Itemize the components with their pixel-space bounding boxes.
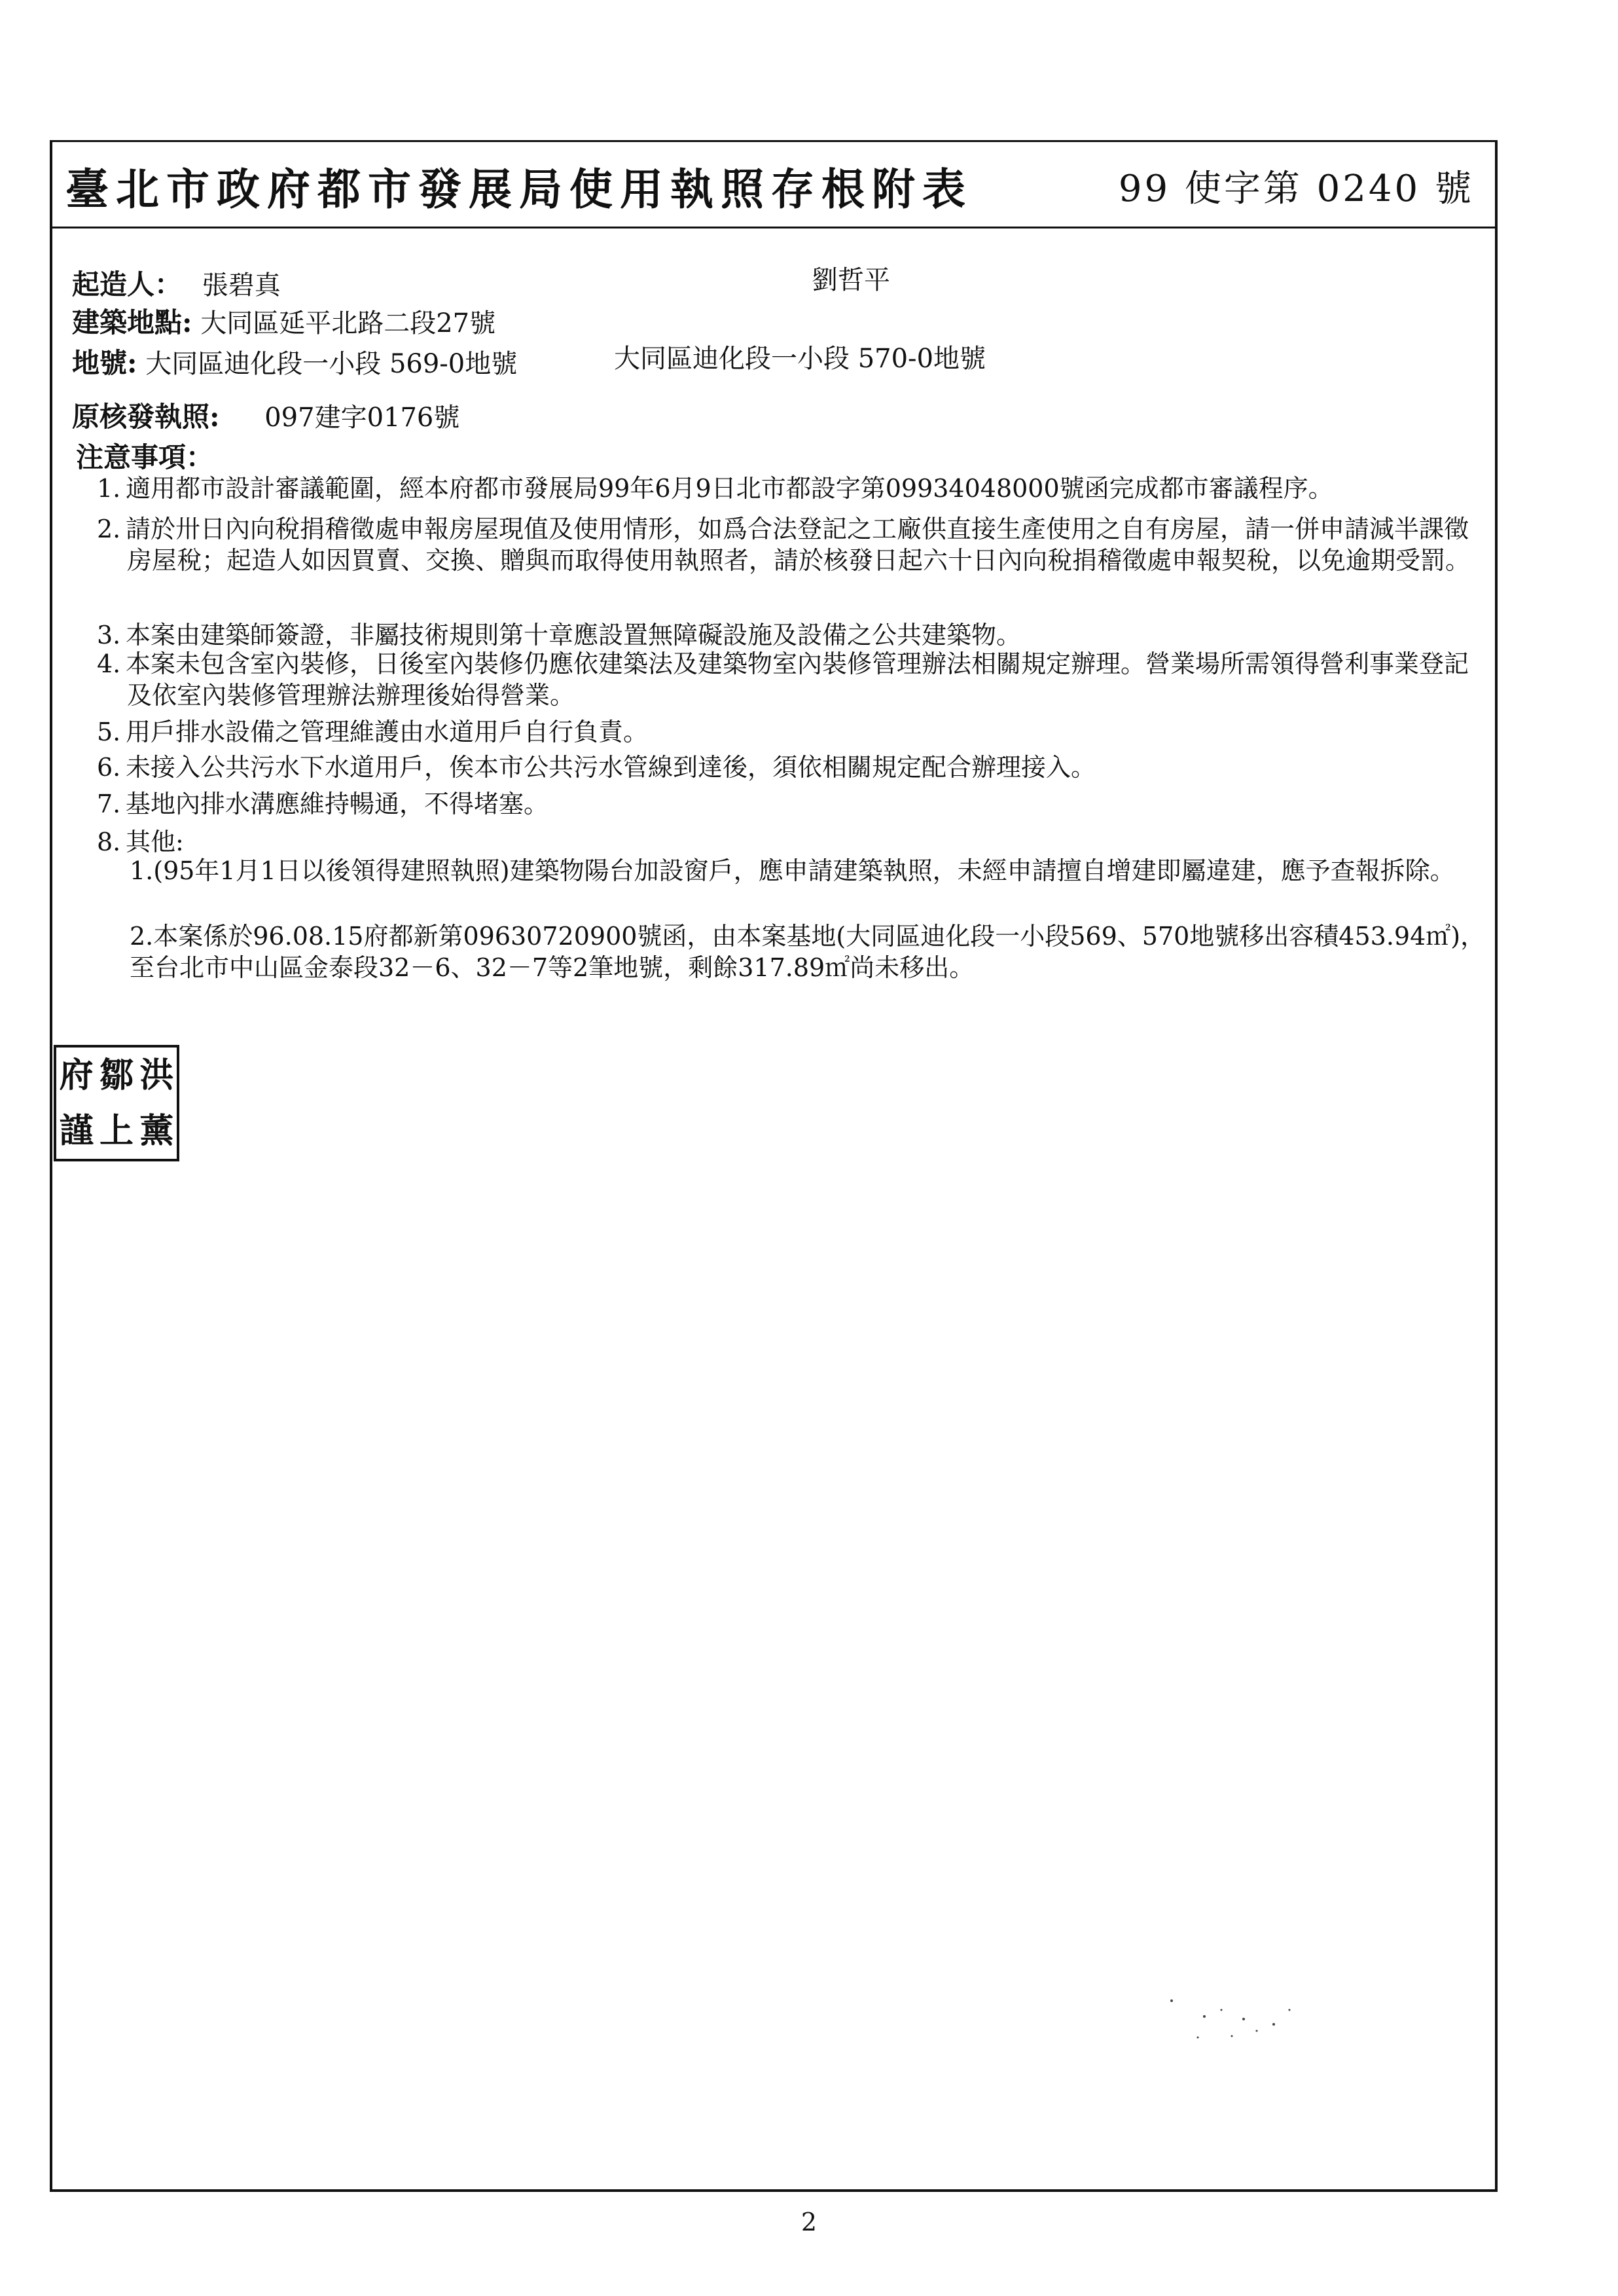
document-frame xyxy=(50,140,1498,2192)
applicant-name: 張碧真 xyxy=(202,270,281,301)
original-permit-label: 原核發執照: xyxy=(72,401,220,433)
location-label: 建築地點: xyxy=(72,306,192,338)
seal-char: 謹 xyxy=(59,1110,94,1151)
location-value: 大同區延平北路二段27號 xyxy=(200,308,496,338)
note-item-8: 8. 其他: xyxy=(97,828,184,856)
location-row xyxy=(72,301,495,340)
original-permit-value: 097建字0176號 xyxy=(264,403,460,433)
applicant-label: 起造人： xyxy=(72,268,183,301)
lot-row xyxy=(72,342,517,381)
note-item-1: 1. 適用都市設計審議範圍，經本府都市發展局99年6月9日北市都設字第09934048000號函完成都市審議程序。 xyxy=(97,474,1333,503)
lot-label: 地號: xyxy=(72,347,137,379)
notes-heading: 注意事項： xyxy=(76,441,214,473)
document-title: 臺北市政府都市發展局使用執照存根附表 xyxy=(65,164,973,215)
note-item-4: 4. 本案未包含室內裝修，日後室內裝修仍應依建築法及建築物室內裝修管理辦法相關規定辦理。營業場所需領得營利事業登記及依室內裝修管理辦法辦理後始得營業。 xyxy=(97,649,1469,710)
seal-char: 鄒 xyxy=(99,1055,134,1095)
note-item-6: 6. 未接入公共污水下水道用戶，俟本市公共污水管線到達後，須依相關規定配合辦理接入。 xyxy=(97,753,1096,782)
note-item-3: 3. 本案由建築師簽證，非屬技術規則第十章應設置無障礙設施及設備之公共建築物。 xyxy=(97,621,1022,649)
scan-specks xyxy=(1159,1990,1329,2049)
note-item-5: 5. 用戶排水設備之管理維護由水道用戶自行負責。 xyxy=(97,718,649,746)
official-seal xyxy=(54,1045,179,1161)
lot-value-2: 大同區迪化段一小段 570-0地號 xyxy=(614,344,986,374)
seal-char: 府 xyxy=(59,1055,94,1095)
page-number: 2 xyxy=(800,2208,818,2236)
lot-value-1: 大同區迪化段一小段 569-0地號 xyxy=(145,349,518,379)
note-item-2: 2. 請於卅日內向稅捐稽徵處申報房屋現值及使用情形，如爲合法登記之工廠供直接生產使用之自有房屋，請一併申請減半課徵房屋稅；起造人如因買賣、交換、贈與而取得使用執照者，請於核發日起六十日內向稅捐稽徵處申報契稅，以免逾期受罰。 xyxy=(97,515,1471,575)
note-item-7: 7. 基地內排水溝應維持暢通，不得堵塞。 xyxy=(97,790,549,818)
other-note-2: 2.本案係於96.08.15府都新第09630720900號函，由本案基地(大同區迪化段一小段569、570地號移出容積453.94㎡)，至台北市中山區金泰段32－6、32－7等2筆地號，剩餘317.89㎡尚未移出。 xyxy=(130,922,1486,982)
applicant-row xyxy=(72,263,281,302)
permit-number: 99 使字第 0240 號 xyxy=(1118,168,1474,210)
seal-char: 薰 xyxy=(139,1110,174,1151)
co-applicant-name: 劉哲平 xyxy=(812,265,890,295)
original-permit-row xyxy=(72,395,459,435)
other-note-1: 1.(95年1月1日以後領得建照執照)建築物陽台加設窗戶，應申請建築執照，未經申請擅自增建即屬違建，應予查報拆除。 xyxy=(130,856,1455,885)
seal-char: 洪 xyxy=(139,1055,174,1095)
title-divider xyxy=(50,227,1498,228)
seal-char: 上 xyxy=(99,1110,134,1151)
